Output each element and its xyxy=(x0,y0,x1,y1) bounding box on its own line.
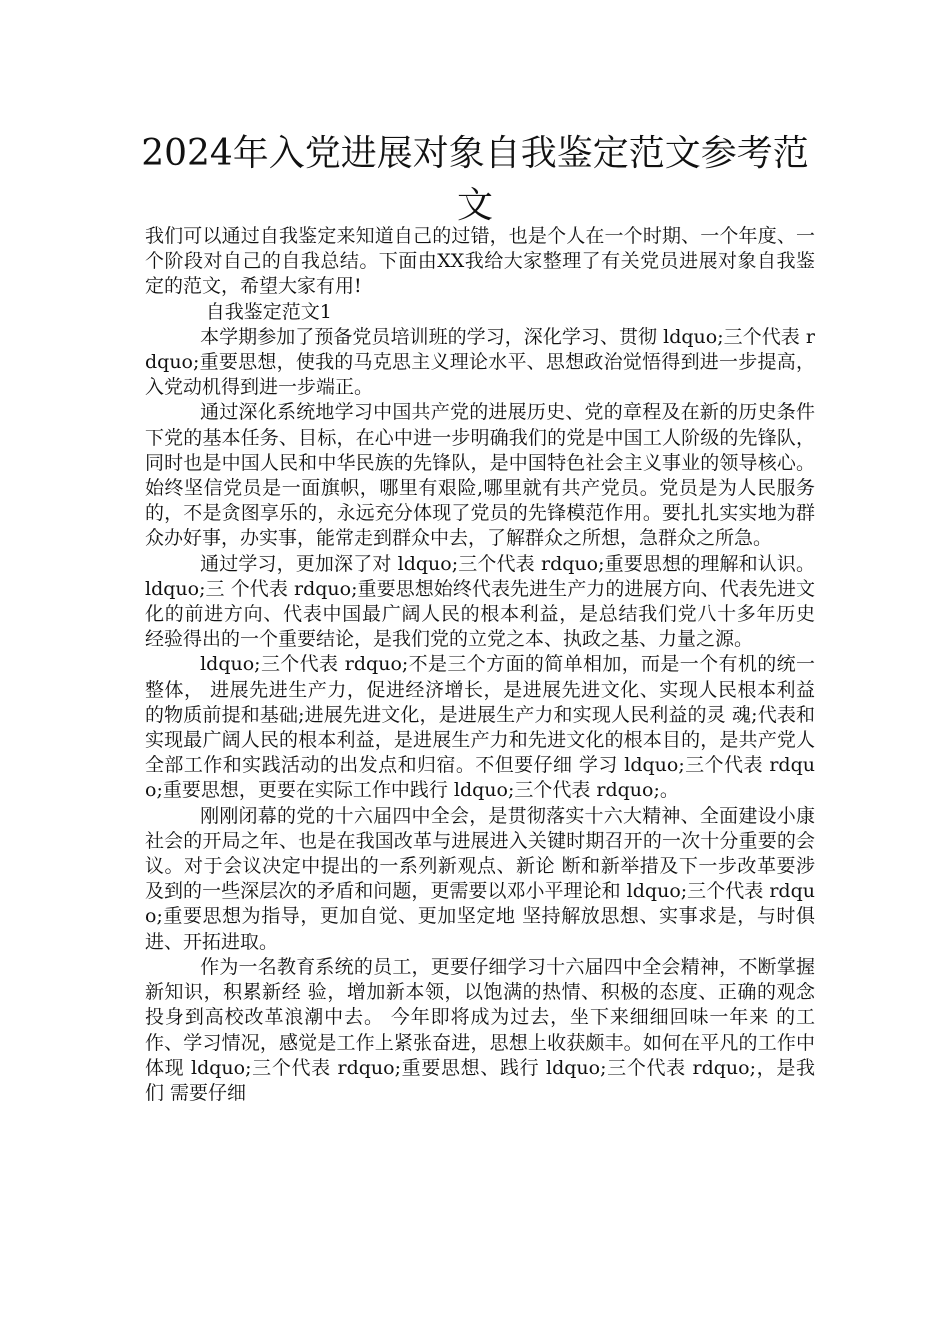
intro-paragraph: 我们可以通过自我鉴定来知道自己的过错，也是个人在一个时期、一个年度、一个阶段对自己的自我总结。下面由XX我给大家整理了有关党员进展对象自我鉴定的范文，希望大家有用! xyxy=(145,225,815,298)
body-paragraph: ldquo;三个代表 rdquo;不是三个方面的简单相加，而是一个有机的统一整体， 进展先进生产力，促进经济增长，是进展先进文化、实现人民根本利益的物质前提和基础;进展先进文化，是进展生产力和实现人民利益的灵 魂;代表和实现最广阔人民的根本利益，是进展生产力和先进文化的根本目的，是共产党人全部工作和实践活动的出发点和归宿。不但要仔细 学习 ldquo;三个代表 rdquo;重要思想，更要在实际工作中践行 ldquo;三个代表 rdquo;。 xyxy=(145,653,815,802)
document-body xyxy=(145,224,815,1106)
body-paragraph: 刚刚闭幕的党的十六届四中全会，是贯彻落实十六大精神、全面建设小康社会的开局之年、也是在我国改革与进展进入关键时期召开的一次十分重要的会议。对于会议决定中提出的一系列新观点、新论 断和新举措及下一步改革要涉及到的一些深层次的矛盾和问题，更需要以邓小平理论和 ldquo;三个代表 rdquo;重要思想为指导，更加自觉、更加坚定地 坚持解放思想、实事求是，与时俱进、开拓进取。 xyxy=(145,804,815,953)
document-title: 2024年入党进展对象自我鉴定范文参考范文 xyxy=(141,133,809,226)
body-paragraph: 通过学习，更加深了对 ldquo;三个代表 rdquo;重要思想的理解和认识。 ldquo;三 个代表 rdquo;重要思想始终代表先进生产力的进展方向、代表先进文化的前进方向、代表中国最广阔人民的根本利益，是总结我们党八十多年历史 经验得出的一个重要结论，是我们党的立党之本、执政之基、力量之源。 xyxy=(145,552,815,651)
body-paragraph: 本学期参加了预备党员培训班的学习，深化学习、贯彻 ldquo;三个代表 rdquo;重要思想，使我的马克思主义理论水平、思想政治觉悟得到进一步提高，入党动机得到进一步端正。 xyxy=(145,325,815,399)
body-paragraph: 通过深化系统地学习中国共产党的进展历史、党的章程及在新的历史条件下党的基本任务、目标，在心中进一步明确我们的党是中国工人阶级的先锋队，同时也是中国人民和中华民族的先锋队，是中国特色社会主义事业的领导核心。始终坚信党员是一面旗帜，哪里有艰险,哪里就有共产党员。党员是为人民服务的，不是贪图享乐的，永远充分体现了党员的先锋模范作用。要扎扎实实地为群众办好事，办实事，能常走到群众中去，了解群众之所想，急群众之所急。 xyxy=(145,401,815,550)
body-paragraph: 作为一名教育系统的员工，更要仔细学习十六届四中全会精神，不断掌握新知识，积累新经 验，增加新本领，以饱满的热情、积极的态度、正确的观念投身到高校改革浪潮中去。 今年即将成为过去，坐下来细细回味一年来 的工作、学习情况，感觉是工作上紧张奋进，思想上收获颇丰。如何在平凡的工作中体现 ldquo;三个代表 rdquo;重要思想、践行 ldquo;三个代表 rdquo;，是我们 需要仔细 xyxy=(145,955,815,1104)
section-heading: 自我鉴定范文1 xyxy=(205,300,332,323)
